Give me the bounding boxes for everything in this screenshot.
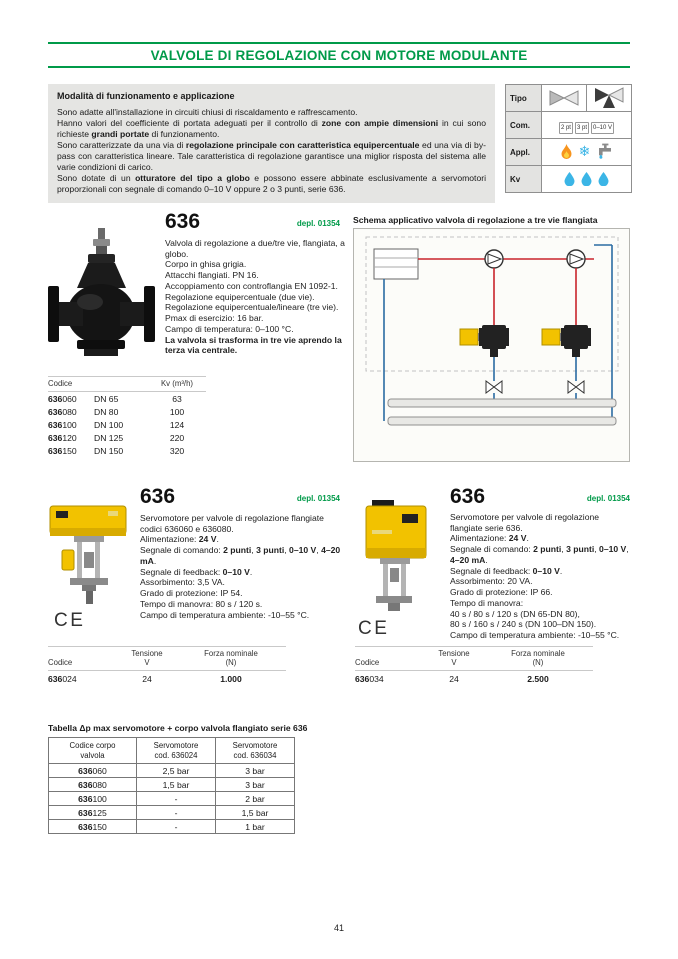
col-header-servomotore-636034 bbox=[216, 738, 295, 764]
text-line: Segnale di comando: 2 punti, 3 punti, 0–10 V, 4–20 mA. bbox=[140, 545, 341, 566]
text-line: Segnale di feedback: 0–10 V. bbox=[140, 566, 253, 577]
servo-b-spec-table bbox=[355, 646, 593, 684]
text-line: Campo di temperatura ambiente: -10–55 °C. bbox=[450, 630, 620, 641]
table-cell: 636024 bbox=[48, 673, 77, 684]
signal-2pt-badge: 2 pt bbox=[559, 122, 573, 134]
table-cell: 320 bbox=[169, 445, 185, 456]
text-line: cod. 636024 bbox=[154, 750, 198, 760]
page-title-bar bbox=[48, 42, 630, 68]
servo-b-spec-header-row bbox=[355, 647, 593, 671]
text-line: Alimentazione: 24 V. bbox=[140, 534, 219, 545]
flanged-globe-valve-image bbox=[46, 226, 158, 364]
table-cell: - bbox=[137, 820, 216, 834]
attr-row-tipo bbox=[506, 85, 632, 112]
header-line: V bbox=[144, 658, 150, 668]
table-row bbox=[49, 792, 295, 806]
attr-label-appl: Appl. bbox=[506, 139, 542, 166]
col-header-codice-corpo bbox=[49, 738, 137, 764]
table-cell: 1.000 bbox=[220, 673, 242, 684]
dp-table-title: Tabella Δp max servomotore + corpo valvola flangiato serie 636 bbox=[48, 723, 308, 733]
intro-panel bbox=[48, 84, 495, 203]
attr-value-appl bbox=[542, 139, 632, 166]
table-row bbox=[355, 670, 593, 684]
table-row bbox=[49, 820, 295, 834]
attr-value-com bbox=[542, 112, 632, 139]
table-cell: DN 65 bbox=[94, 393, 119, 404]
text-line: Campo di temperatura ambiente: -10–55 °C. bbox=[140, 609, 310, 620]
servo-b-description bbox=[450, 512, 632, 641]
shutoff-valve-icon bbox=[568, 381, 584, 393]
water-drop-icon bbox=[564, 172, 575, 186]
table-cell: DN 100 bbox=[94, 419, 124, 430]
schema-title: Schema applicativo valvola di regolazione a tre vie flangiata bbox=[353, 215, 598, 225]
table-cell: 2,5 bar bbox=[137, 764, 216, 778]
header-line: Tensione bbox=[131, 649, 163, 658]
two-way-valve-icon bbox=[549, 90, 579, 106]
text-line: Sono caratterizzate da una via di regolazione principale con caratteristica equipercentuale ed una via di by-pass con caratteristica lineare. Tale caratteristica di regolazione garantisce una miglior risposta del sistema alle varie condizioni di carico. bbox=[57, 140, 486, 172]
text-line: Codice corpo bbox=[69, 741, 116, 750]
three-way-valve-assembly bbox=[460, 325, 509, 357]
header-line: Forza nominale bbox=[511, 649, 565, 658]
text-line: Segnale di feedback: 0–10 V. bbox=[450, 565, 563, 576]
table-cell: 63 bbox=[172, 393, 182, 404]
header-line: (N) bbox=[225, 658, 237, 668]
col-header-servomotore-636024 bbox=[137, 738, 216, 764]
attr-value-tipo-2way bbox=[542, 85, 587, 112]
table-cell: 24 bbox=[449, 673, 459, 684]
table-cell: 636120 bbox=[48, 432, 77, 443]
servo-a-spec-header-row bbox=[48, 647, 286, 671]
table-cell: DN 125 bbox=[94, 432, 124, 443]
page-title: VALVOLE DI REGOLAZIONE CON MOTORE MODULANTE bbox=[150, 48, 528, 63]
three-way-valve-assembly bbox=[542, 325, 591, 357]
table-cell: 2 bar bbox=[216, 792, 295, 806]
valve-description bbox=[165, 238, 350, 356]
water-drop-icon bbox=[598, 172, 609, 186]
signal-0-10v-badge: 0–10 V bbox=[591, 122, 614, 134]
table-cell: - bbox=[137, 792, 216, 806]
header-line: Tensione bbox=[438, 649, 470, 658]
table-cell: 636060 bbox=[49, 764, 137, 778]
valve-product-code: 636 bbox=[165, 210, 201, 233]
table-cell: 1,5 bar bbox=[216, 806, 295, 820]
text-line: Servomotore per valvole di regolazione flangiate codici 636060 e 636080. bbox=[140, 513, 324, 534]
dp-table-header-row bbox=[49, 738, 295, 764]
text-line: Tempo di manovra: 80 s / 120 s. bbox=[140, 598, 263, 609]
servo-b-photo bbox=[358, 500, 440, 617]
col-header-codice: Codice bbox=[355, 647, 425, 671]
text-line: Servomotore bbox=[153, 741, 199, 750]
text-line: La valvola si trasforma in tre vie aprendo la terza via centrale. bbox=[165, 334, 342, 356]
col-header-tensione bbox=[425, 647, 483, 671]
flame-icon bbox=[560, 144, 573, 160]
attr-row-com bbox=[506, 112, 632, 139]
ce-mark: CE bbox=[54, 610, 86, 631]
servo-a-product-code: 636 bbox=[140, 485, 176, 508]
attr-label-kv: Kv bbox=[506, 166, 542, 193]
servo-a-photo bbox=[46, 500, 134, 613]
table-cell: 2.500 bbox=[527, 673, 549, 684]
text-line: Regolazione equipercentuale (due vie). bbox=[165, 291, 315, 302]
attributes-table bbox=[505, 84, 632, 193]
header-line: Forza nominale bbox=[204, 649, 258, 658]
table-cell: 1 bar bbox=[216, 820, 295, 834]
text-line: Tempo di manovra: bbox=[450, 597, 524, 608]
table-cell: DN 80 bbox=[94, 406, 119, 417]
text-line: Assorbimento: 3,5 VA. bbox=[140, 577, 225, 588]
attr-row-kv bbox=[506, 166, 632, 193]
ce-mark: CE bbox=[358, 618, 390, 639]
valve-photo bbox=[46, 226, 158, 369]
col-header-codice: Codice bbox=[48, 377, 94, 392]
text-line: 40 s / 80 s / 120 s (DN 65-DN 80), bbox=[450, 608, 580, 619]
text-line: Assorbimento: 20 VA. bbox=[450, 576, 533, 587]
text-line: Attacchi flangiati. PN 16. bbox=[165, 270, 259, 281]
text-line: Grado di protezione: IP 66. bbox=[450, 587, 553, 598]
table-cell: 636100 bbox=[49, 792, 137, 806]
text-line: Valvola di regolazione a due/tre vie, flangiata, a globo. bbox=[165, 238, 345, 259]
table-row bbox=[48, 444, 206, 457]
table-cell: 636034 bbox=[355, 673, 384, 684]
text-line: Grado di protezione: IP 54. bbox=[140, 588, 243, 599]
table-cell: 636150 bbox=[49, 820, 137, 834]
text-line: Segnale di comando: 2 punti, 3 punti, 0–10 V, 4–20 mA. bbox=[450, 544, 629, 565]
servo-a-description bbox=[140, 513, 345, 620]
servo-b-product-code: 636 bbox=[450, 485, 486, 508]
table-cell: 636080 bbox=[49, 778, 137, 792]
text-line: Regolazione equipercentuale/lineare (tre vie). bbox=[165, 302, 339, 313]
table-cell: 636060 bbox=[48, 393, 77, 404]
col-header-tensione bbox=[118, 647, 176, 671]
attr-row-appl bbox=[506, 139, 632, 166]
table-cell: - bbox=[137, 806, 216, 820]
table-row bbox=[48, 670, 286, 684]
table-row bbox=[48, 418, 206, 431]
water-drop-icon bbox=[581, 172, 592, 186]
attr-value-kv bbox=[542, 166, 632, 193]
table-cell: 100 bbox=[169, 406, 185, 417]
table-cell: 636150 bbox=[48, 445, 77, 456]
pump-icon bbox=[567, 250, 585, 268]
col-header-forza bbox=[176, 647, 286, 671]
table-row bbox=[49, 778, 295, 792]
text-line: Pmax di esercizio: 16 bar. bbox=[165, 313, 264, 324]
text-line: Corpo in ghisa grigia. bbox=[165, 259, 247, 270]
text-line: Campo di temperatura: 0–100 °C. bbox=[165, 323, 294, 334]
col-header-dn bbox=[94, 377, 148, 392]
table-cell: DN 150 bbox=[94, 445, 124, 456]
table-cell: 636100 bbox=[48, 419, 77, 430]
text-line: valvola bbox=[80, 750, 105, 760]
valve-kv-table-header-row bbox=[48, 377, 206, 392]
table-row bbox=[48, 405, 206, 418]
servomotor-image bbox=[46, 500, 134, 608]
text-line: Servomotore bbox=[232, 741, 278, 750]
hydraulic-schematic bbox=[354, 229, 629, 461]
table-cell: 3 bar bbox=[216, 764, 295, 778]
valve-depl-ref: depl. 01354 bbox=[296, 219, 340, 228]
servo-b-depl-ref: depl. 01354 bbox=[586, 494, 630, 503]
servomotor-image bbox=[358, 500, 440, 612]
col-header-kv: Kv (m³/h) bbox=[148, 377, 206, 392]
boiler-unit-symbol bbox=[374, 249, 418, 279]
header-pipe bbox=[388, 417, 616, 425]
text-line: Accoppiamento con controflangia EN 1092-1. bbox=[165, 280, 338, 291]
servo-a-depl-ref: depl. 01354 bbox=[296, 494, 340, 503]
snowflake-icon: ❄ bbox=[578, 143, 591, 160]
table-row bbox=[48, 392, 206, 406]
valve-kv-table bbox=[48, 376, 206, 457]
header-line: V bbox=[451, 658, 457, 668]
text-line: Alimentazione: 24 V. bbox=[450, 533, 529, 544]
attr-value-tipo-3way bbox=[587, 85, 632, 112]
col-header-codice: Codice bbox=[48, 647, 118, 671]
signal-3pt-badge: 3 pt bbox=[575, 122, 589, 134]
table-cell: 220 bbox=[169, 432, 185, 443]
header-pipe bbox=[388, 399, 616, 407]
three-way-valve-icon bbox=[594, 87, 624, 109]
table-row bbox=[49, 764, 295, 778]
table-cell: 3 bar bbox=[216, 778, 295, 792]
schema-panel bbox=[353, 228, 630, 462]
table-cell: 636080 bbox=[48, 406, 77, 417]
servo-a-spec-table bbox=[48, 646, 286, 684]
page-number: 41 bbox=[333, 923, 344, 933]
table-cell: 1,5 bar bbox=[137, 778, 216, 792]
table-cell: 636125 bbox=[49, 806, 137, 820]
attr-label-com: Com. bbox=[506, 112, 542, 139]
intro-paragraphs bbox=[57, 107, 486, 195]
table-row bbox=[49, 806, 295, 820]
text-line: Sono dotate di un otturatore del tipo a globo e possono essere abbinate esclusivamente a servomotori proporzionali con segnale di comando 0–10 V oppure 2 o 3 punti, serie 636. bbox=[57, 173, 486, 194]
col-header-forza bbox=[483, 647, 593, 671]
dp-table bbox=[48, 737, 295, 834]
attr-label-tipo: Tipo bbox=[506, 85, 542, 112]
text-line: Sono adatte all'installazione in circuiti chiusi di riscaldamento e raffrescamento. bbox=[57, 107, 358, 117]
table-cell: 24 bbox=[142, 673, 152, 684]
tap-icon bbox=[596, 143, 613, 160]
pump-icon bbox=[485, 250, 503, 268]
text-line: 80 s / 160 s / 240 s (DN 100–DN 150). bbox=[450, 619, 597, 630]
table-cell: 124 bbox=[169, 419, 185, 430]
intro-heading: Modalità di funzionamento e applicazione bbox=[57, 91, 235, 101]
header-line: (N) bbox=[532, 658, 544, 668]
text-line: Hanno valori del coefficiente di portata adeguati per il controllo di zone con ampie dimensioni in cui sono richieste grandi portate di funzionamento. bbox=[57, 118, 486, 139]
text-line: Servomotore per valvole di regolazione flangiate serie 636. bbox=[450, 512, 600, 533]
text-line: cod. 636034 bbox=[233, 750, 277, 760]
shutoff-valve-icon bbox=[486, 381, 502, 393]
table-row bbox=[48, 431, 206, 444]
